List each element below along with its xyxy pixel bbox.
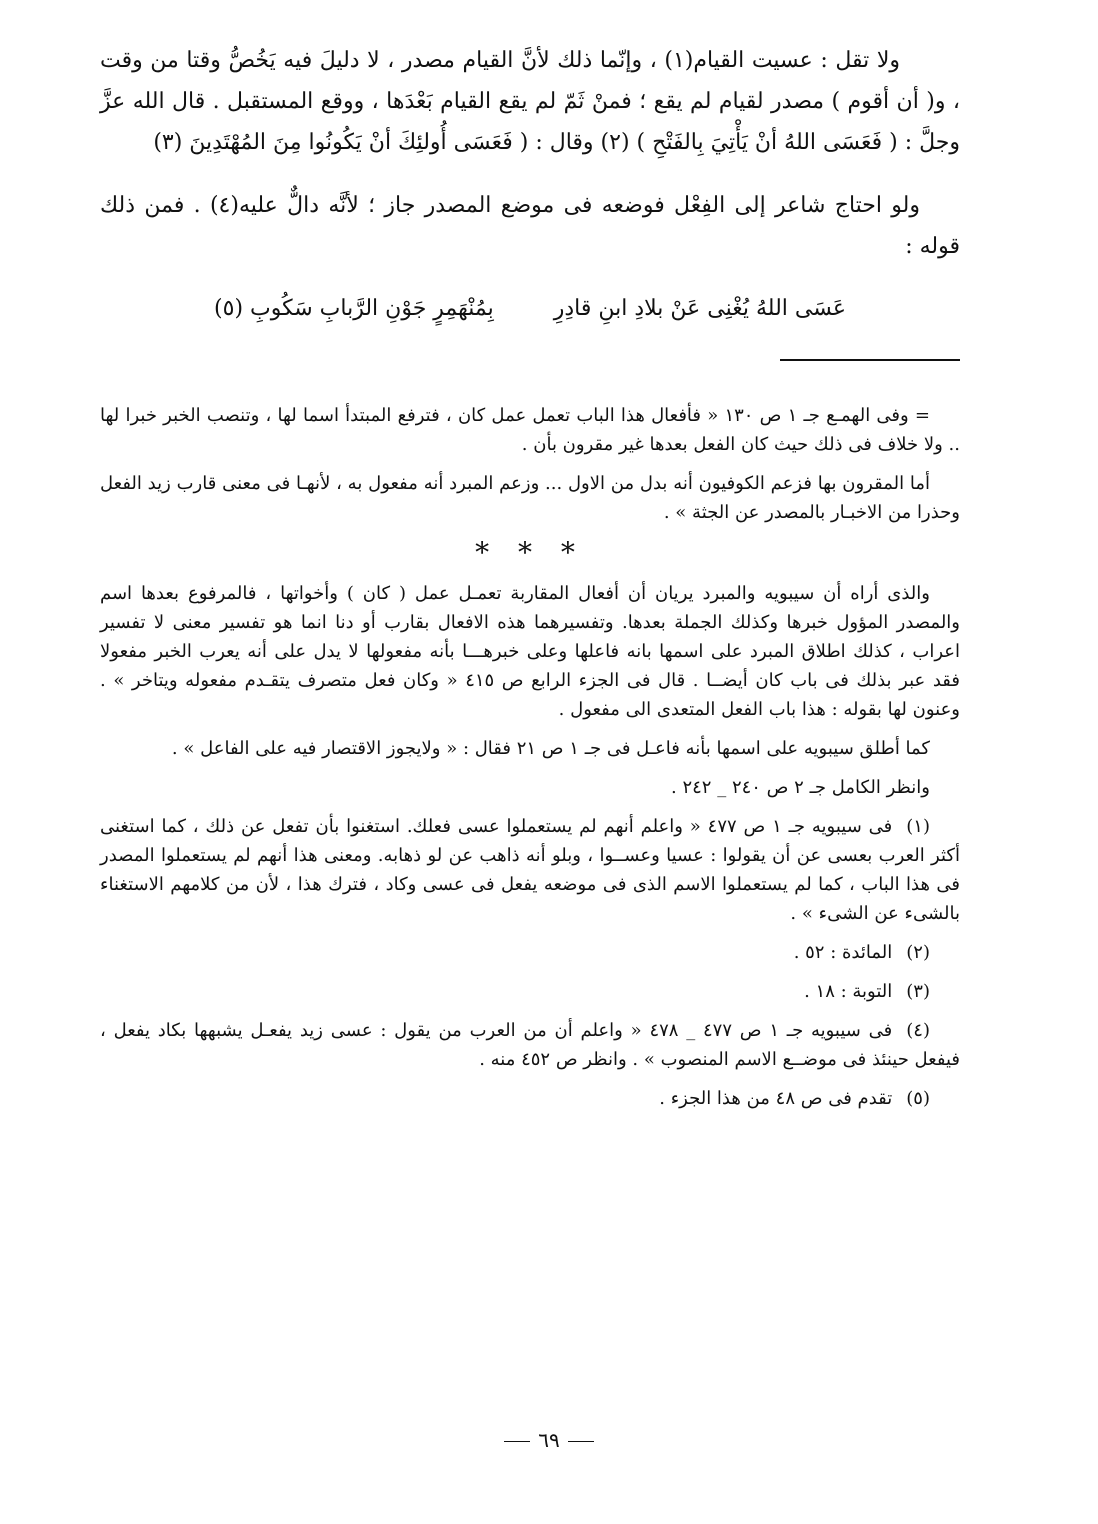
main-paragraph-1: ولا تقل : عسيت القيام(١) ، وإنّما ذلك لأنَّ القيام مصدر ، لا دليلَ فيه يَخُصُّ وقتا من وقت ، و( أن أقوم ) مصدر لقيام لم يقع ؛ فمنْ ثَمّ لم يقع القيام بَعْدَها ، ووقع المستقبل . قال الله عزَّ وجلَّ : ( فَعَسَى اللهُ أنْ يَأْتِيَ بِالفَتْحِ ) (٢) وقال : ( فَعَسَى أُولئِكَ أنْ يَكُونُوا مِنَ المُهْتَدِينَ (٣) <box>100 48 960 155</box>
footnote-item <box>100 977 960 1006</box>
footnote-number: (٥) <box>906 1088 930 1109</box>
verse-second-hemistich: بِمُنْهَمِرٍ جَوْنِ الرَّبابِ سَكُوبِ (٥) <box>214 296 494 321</box>
note-commentary-3: وانظر الكامل جـ ٢ ص ٢٤٠ _ ٢٤٢ . <box>671 777 930 798</box>
page <box>100 40 960 1490</box>
page-number <box>0 1428 1098 1452</box>
note-commentary-2: كما أطلق سيبويه على اسمها بأنه فاعـل فى جـ ١ ص ٢١ فقال : « ولايجوز الاقتصار فيه على الفاعل » . <box>171 738 930 759</box>
main-text <box>100 40 960 267</box>
footnote-separator <box>780 359 960 361</box>
footnote-item <box>100 1084 960 1113</box>
page-number-value: ٦٩ <box>538 1428 560 1452</box>
page-number-dash-right <box>504 1441 530 1442</box>
note-continuation-1: = وفى الهمـع جـ ١ ص ١٣٠ « فأفعال هذا الباب تعمل عمل كان ، فترفع المبتدأ اسما لها ، وتنصب الخبر خبرا لها .. ولا خلاف فى ذلك حيث كان الفعل بعدها غير مقرون بأن . <box>100 405 960 455</box>
footnote-list <box>100 812 960 1113</box>
footnote-text: المائدة : ٥٢ . <box>793 942 893 963</box>
footnote-text: فى سيبويه جـ ١ ص ٤٧٧ _ ٤٧٨ « واعلم أن من العرب من يقول : عسى زيد يفعـل يشبهها بكاد يفعل ، فيفعل حينئذ فى موضــع الاسم المنصوب » . وانظر ص ٤٥٢ منه . <box>100 1020 960 1070</box>
note-continuation-2: أما المقرون بها فزعم الكوفيون أنه بدل من الاول ... وزعم المبرد أنه مفعول به ، لأنهـا فى معنى قارب زيد الفعل وحذرا من الاخبـار بالمصدر عن الجثة » . <box>100 473 960 523</box>
poetry-verse <box>100 289 960 329</box>
footnote-item <box>100 1016 960 1074</box>
footnote-number: (١) <box>906 816 930 837</box>
footnote-text: التوبة : ١٨ . <box>804 981 893 1002</box>
footnote-text: تقدم فى ص ٤٨ من هذا الجزء . <box>659 1088 893 1109</box>
section-divider-stars: * * * <box>475 536 585 569</box>
footnotes-section <box>100 401 960 1113</box>
main-paragraph-2: ولو احتاج شاعر إلى الفِعْل فوضعه فى موضع المصدر جاز ؛ لأنَّه دالٌّ عليه(٤) . فمن ذلك قوله : <box>100 193 960 259</box>
footnote-text: فى سيبويه جـ ١ ص ٤٧٧ « واعلم أنهم لم يستعملوا عسى فعلك. استغنوا بأن تفعل عن ذلك ، كما استغنى أكثر العرب بعسى عن أن يقولوا : عسيا وعســوا ، وبلو أنه ذاهب عن لو ذهابه. ومعنى هذا أنهم لم يستعملوا المصدر فى هذا الباب ، كما لم يستعملوا الاسم الذى فى موضعه يفعل فى عسى وكاد ، فترك هذا ، لأن من كلامهم الاستغناء بالشىء عن الشىء » . <box>100 816 960 924</box>
page-number-dash-left <box>568 1441 594 1442</box>
footnote-item <box>100 812 960 928</box>
footnote-item <box>100 938 960 967</box>
note-commentary-1: والذى أراه أن سيبويه والمبرد يريان أن أفعال المقاربة تعمـل عمل ( كان ) وأخواتها ، فالمرفوع بعدها اسم والمصدر المؤول خبرها وكذلك الجملة بعدها. وتفسيرهما هذه الافعال بقارب أو دنا انما هو تفسير معنى لا تفسير اعراب ، كذلك اطلاق المبرد على اسمها بانه فاعلها وعلى خبرهـــا بأنه مفعولها لا يدل على أنه يعرب الخبر مفعولا فقد عبر بذلك فى باب كان أيضــا . قال فى الجزء الرابع ص ٤١٥ « وكان فعل متصرف يتقـدم مفعوله ويتاخر » . وعنون لها بقوله : هذا باب الفعل المتعدى الى مفعول . <box>100 583 960 720</box>
footnote-number: (٢) <box>906 942 930 963</box>
footnote-number: (٤) <box>906 1020 930 1041</box>
verse-first-hemistich: عَسَى اللهُ يُغْنِى عَنْ بلادِ ابنِ قادِرِ <box>553 296 846 321</box>
footnote-number: (٣) <box>906 981 930 1002</box>
